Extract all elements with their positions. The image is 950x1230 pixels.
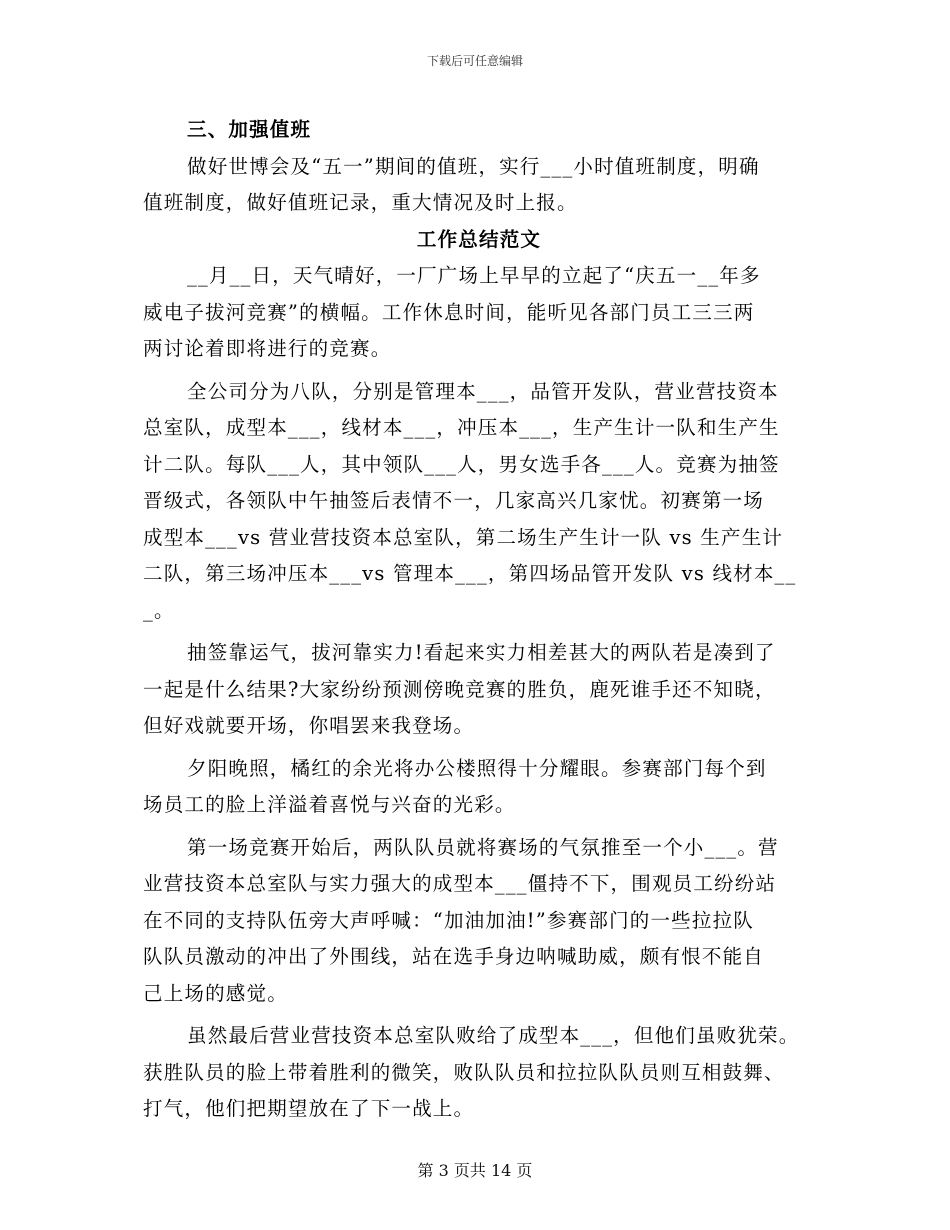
paragraph-draw [143,635,815,745]
paragraph-line: 打气，他们把期望放在了下一战上。 [143,1097,475,1120]
paragraph-line: 二队，第三场冲压本___vs 管理本___，第四场品管开发队 vs 线材本__ [143,562,797,585]
paragraph-line: 计二队。每队___人，其中领队___人，男女选手各___人。竞赛为抽签 [143,452,780,476]
paragraph-line: 总室队，成型本___，线材本___，冲压本___，生产生计一队和生产生 [143,416,780,439]
paragraph-line: 虽然最后营业营技资本总室队败给了成型本___，但他们虽败犹荣。 [187,1024,800,1047]
paragraph-line: 两讨论着即将进行的竞赛。 [143,337,392,360]
document-title: 工作总结范文 [416,227,542,251]
document-body [143,112,815,1128]
paragraph-teams [143,374,815,630]
paragraph-line: 但好戏就要开场，你唱罢来我登场。 [143,714,475,737]
paragraph-line: 值班制度，做好值班记录，重大情况及时上报。 [143,191,578,214]
paragraph-line: 获胜队员的脸上带着胜利的微笑，败队队员和拉拉队队员则互相鼓舞、 [143,1060,785,1084]
paragraph-line: 威电子拔河竞赛”的横幅。工作休息时间，能听见各部门员工三三两 [143,300,755,324]
paragraph-first-match [143,830,815,1013]
paragraph-line: 晋级式，各领队中午抽签后表情不一，几家高兴几家忧。初赛第一场 [143,489,765,512]
paragraph-line: __月__日，天气晴好，一厂广场上早早的立起了“庆五一__年多 [187,264,761,287]
paragraph-result [143,1018,815,1128]
page-header: 下载后可任意编辑 [426,54,523,68]
paragraph-line: 做好世博会及“五一”期间的值班，实行___小时值班制度，明确 [187,154,760,178]
paragraph-intro [143,258,815,368]
paragraph-line: 己上场的感觉。 [143,981,288,1005]
paragraph-line: 第一场竞赛开始后，两队队员就将赛场的气氛推至一个小___。营 [187,835,779,859]
paragraph-line: 全公司分为八队，分别是管理本___，品管开发队，营业营技资本 [187,379,779,403]
paragraph-line: 队队员激动的冲出了外围线，站在选手身边呐喊助威，颇有恨不能自 [143,945,765,968]
paragraph-line: 在不同的支持队伍旁大声呼喊：“加油加油!”参赛部门的一些拉拉队 [143,908,754,932]
paragraph-line: _。 [143,598,175,622]
paragraph-line: 夕阳晚照，橘红的余光将办公楼照得十分耀眼。参赛部门每个到 [187,756,767,780]
page-footer: 第 3 页共 14 页 [417,1161,533,1180]
paragraph-line: 一起是什么结果?大家纷纷预测傍晚竞赛的胜负，鹿死谁手还不知晓， [143,677,776,701]
paragraph-line: 成型本___vs 营业营技资本总室队，第二场生产生计一队 vs 生产生计 [143,525,784,549]
paragraph-line: 业营技资本总室队与实力强大的成型本___僵持不下，围观员工纷纷站 [143,872,777,895]
paragraph-duty [143,149,815,222]
paragraph-line: 抽签靠运气，拔河靠实力!看起来实力相差甚大的两队若是凑到了 [187,641,776,664]
paragraph-line: 场员工的脸上洋溢着喜悦与兴奋的光彩。 [143,793,516,816]
paragraph-sunset [143,751,815,824]
section-heading: 三、加强值班 [187,118,312,141]
